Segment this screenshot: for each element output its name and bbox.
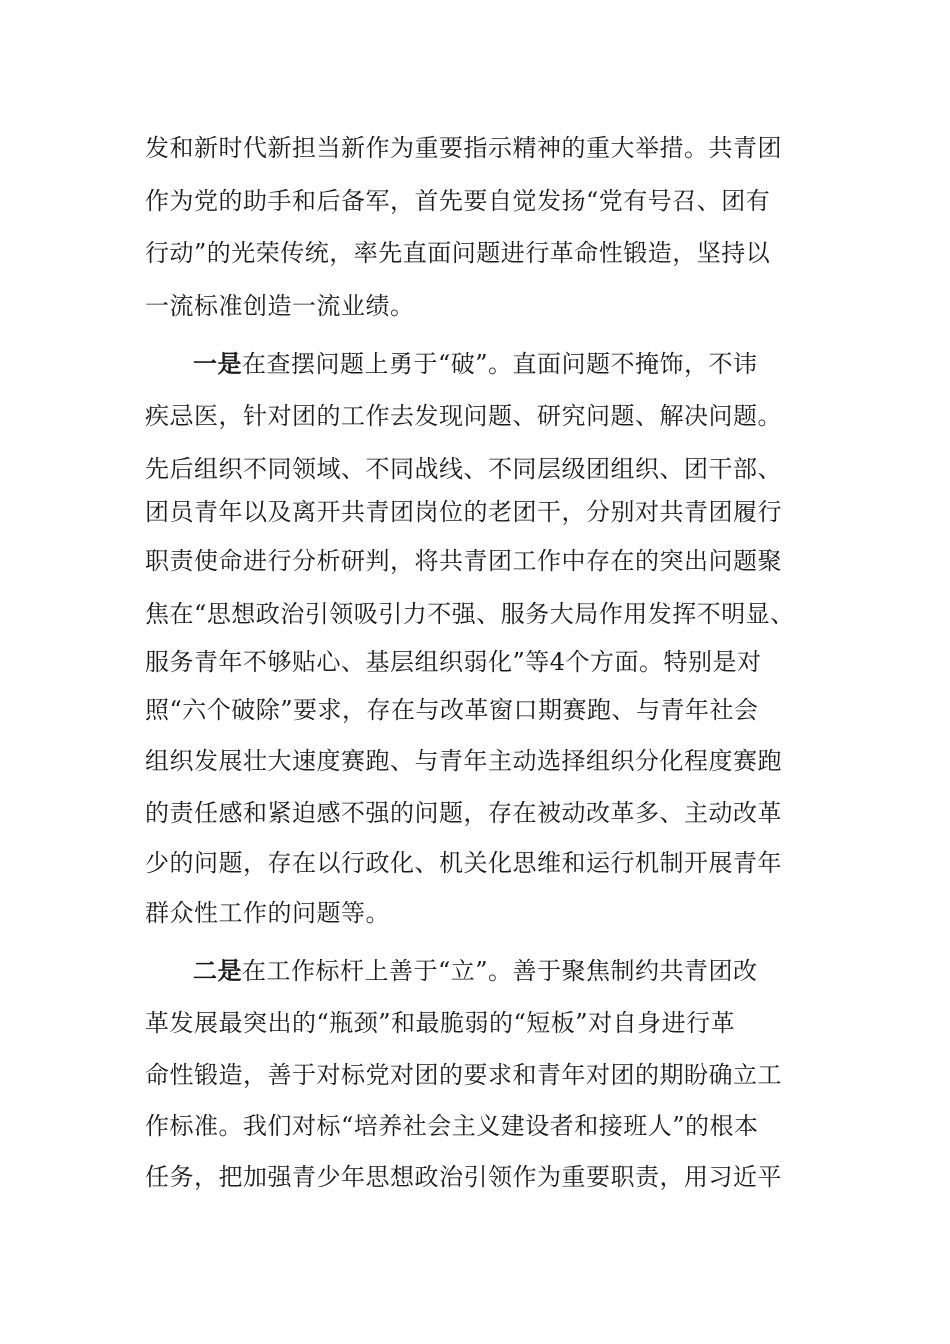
- paragraph-3-line-5: 任务，把加强青少年思想政治引领作为重要职责，用习近平: [145, 1163, 782, 1191]
- paragraph-2-line-7: 服务青年不够贴心、基层组织弱化”等4个方面。特别是对: [145, 648, 762, 676]
- paragraph-2-line-12: 群众性工作的问题等。: [145, 899, 390, 927]
- paragraph-2-line-8: 照“六个破除”要求，存在与改革窗口期赛跑、与青年社会: [145, 696, 759, 724]
- paragraph-1-line-4: 一流标准创造一流业绩。: [145, 292, 415, 320]
- paragraph-2-line-6: 焦在“思想政治引领吸引力不强、服务大局作用发挥不明显、: [145, 600, 795, 628]
- paragraph-1-line-2: 作为党的助手和后备军，首先要自觉发扬“党有号召、团有: [145, 187, 771, 215]
- paragraph-2-line-5: 职责使命进行分析研判，将共青团工作中存在的突出问题聚: [145, 547, 782, 575]
- paragraph-2-line-2: 疾忌医，针对团的工作去发现问题、研究问题、解决问题。: [145, 402, 782, 430]
- paragraph-2-line-9: 组织发展壮大速度赛跑、与青年主动选择组织分化程度赛跑: [145, 747, 782, 775]
- paragraph-1-line-1: 发和新时代新担当新作为重要指示精神的重大举措。共青团: [145, 134, 782, 162]
- paragraph-3-line-4: 作标准。我们对标“培养社会主义建设者和接班人”的根本: [145, 1112, 759, 1140]
- paragraph-3-line-1-text: 在工作标杆上善于“立”。善于聚焦制约共青团改: [242, 957, 758, 985]
- paragraph-2-line-1-text: 在查摆问题上勇于“破”。直面问题不掩饰，不讳: [242, 350, 758, 378]
- paragraph-2-lead: 一是: [193, 349, 242, 378]
- paragraph-2-line-10: 的责任感和紧迫感不强的问题，存在被动改革多、主动改革: [145, 799, 782, 827]
- paragraph-2-line-11: 少的问题，存在以行政化、机关化思维和运行机制开展青年: [145, 849, 782, 877]
- paragraph-3-line-2: 革发展最突出的“瓶颈”和最脆弱的“短板”对自身进行革: [145, 1009, 736, 1037]
- paragraph-2-line-1: [193, 349, 758, 379]
- paragraph-3-line-3: 命性锻造，善于对标党对团的要求和青年对团的期盼确立工: [145, 1061, 782, 1089]
- paragraph-3-line-1: [193, 956, 758, 986]
- paragraph-2-line-4: 团员青年以及离开共青团岗位的老团干，分别对共青团履行: [145, 498, 782, 526]
- paragraph-3-lead: 二是: [193, 956, 242, 985]
- paragraph-1-line-3: 行动”的光荣传统，率先直面问题进行革命性锻造，坚持以: [145, 239, 771, 267]
- paragraph-2-line-3: 先后组织不同领域、不同战线、不同层级团组织、团干部、: [145, 455, 782, 483]
